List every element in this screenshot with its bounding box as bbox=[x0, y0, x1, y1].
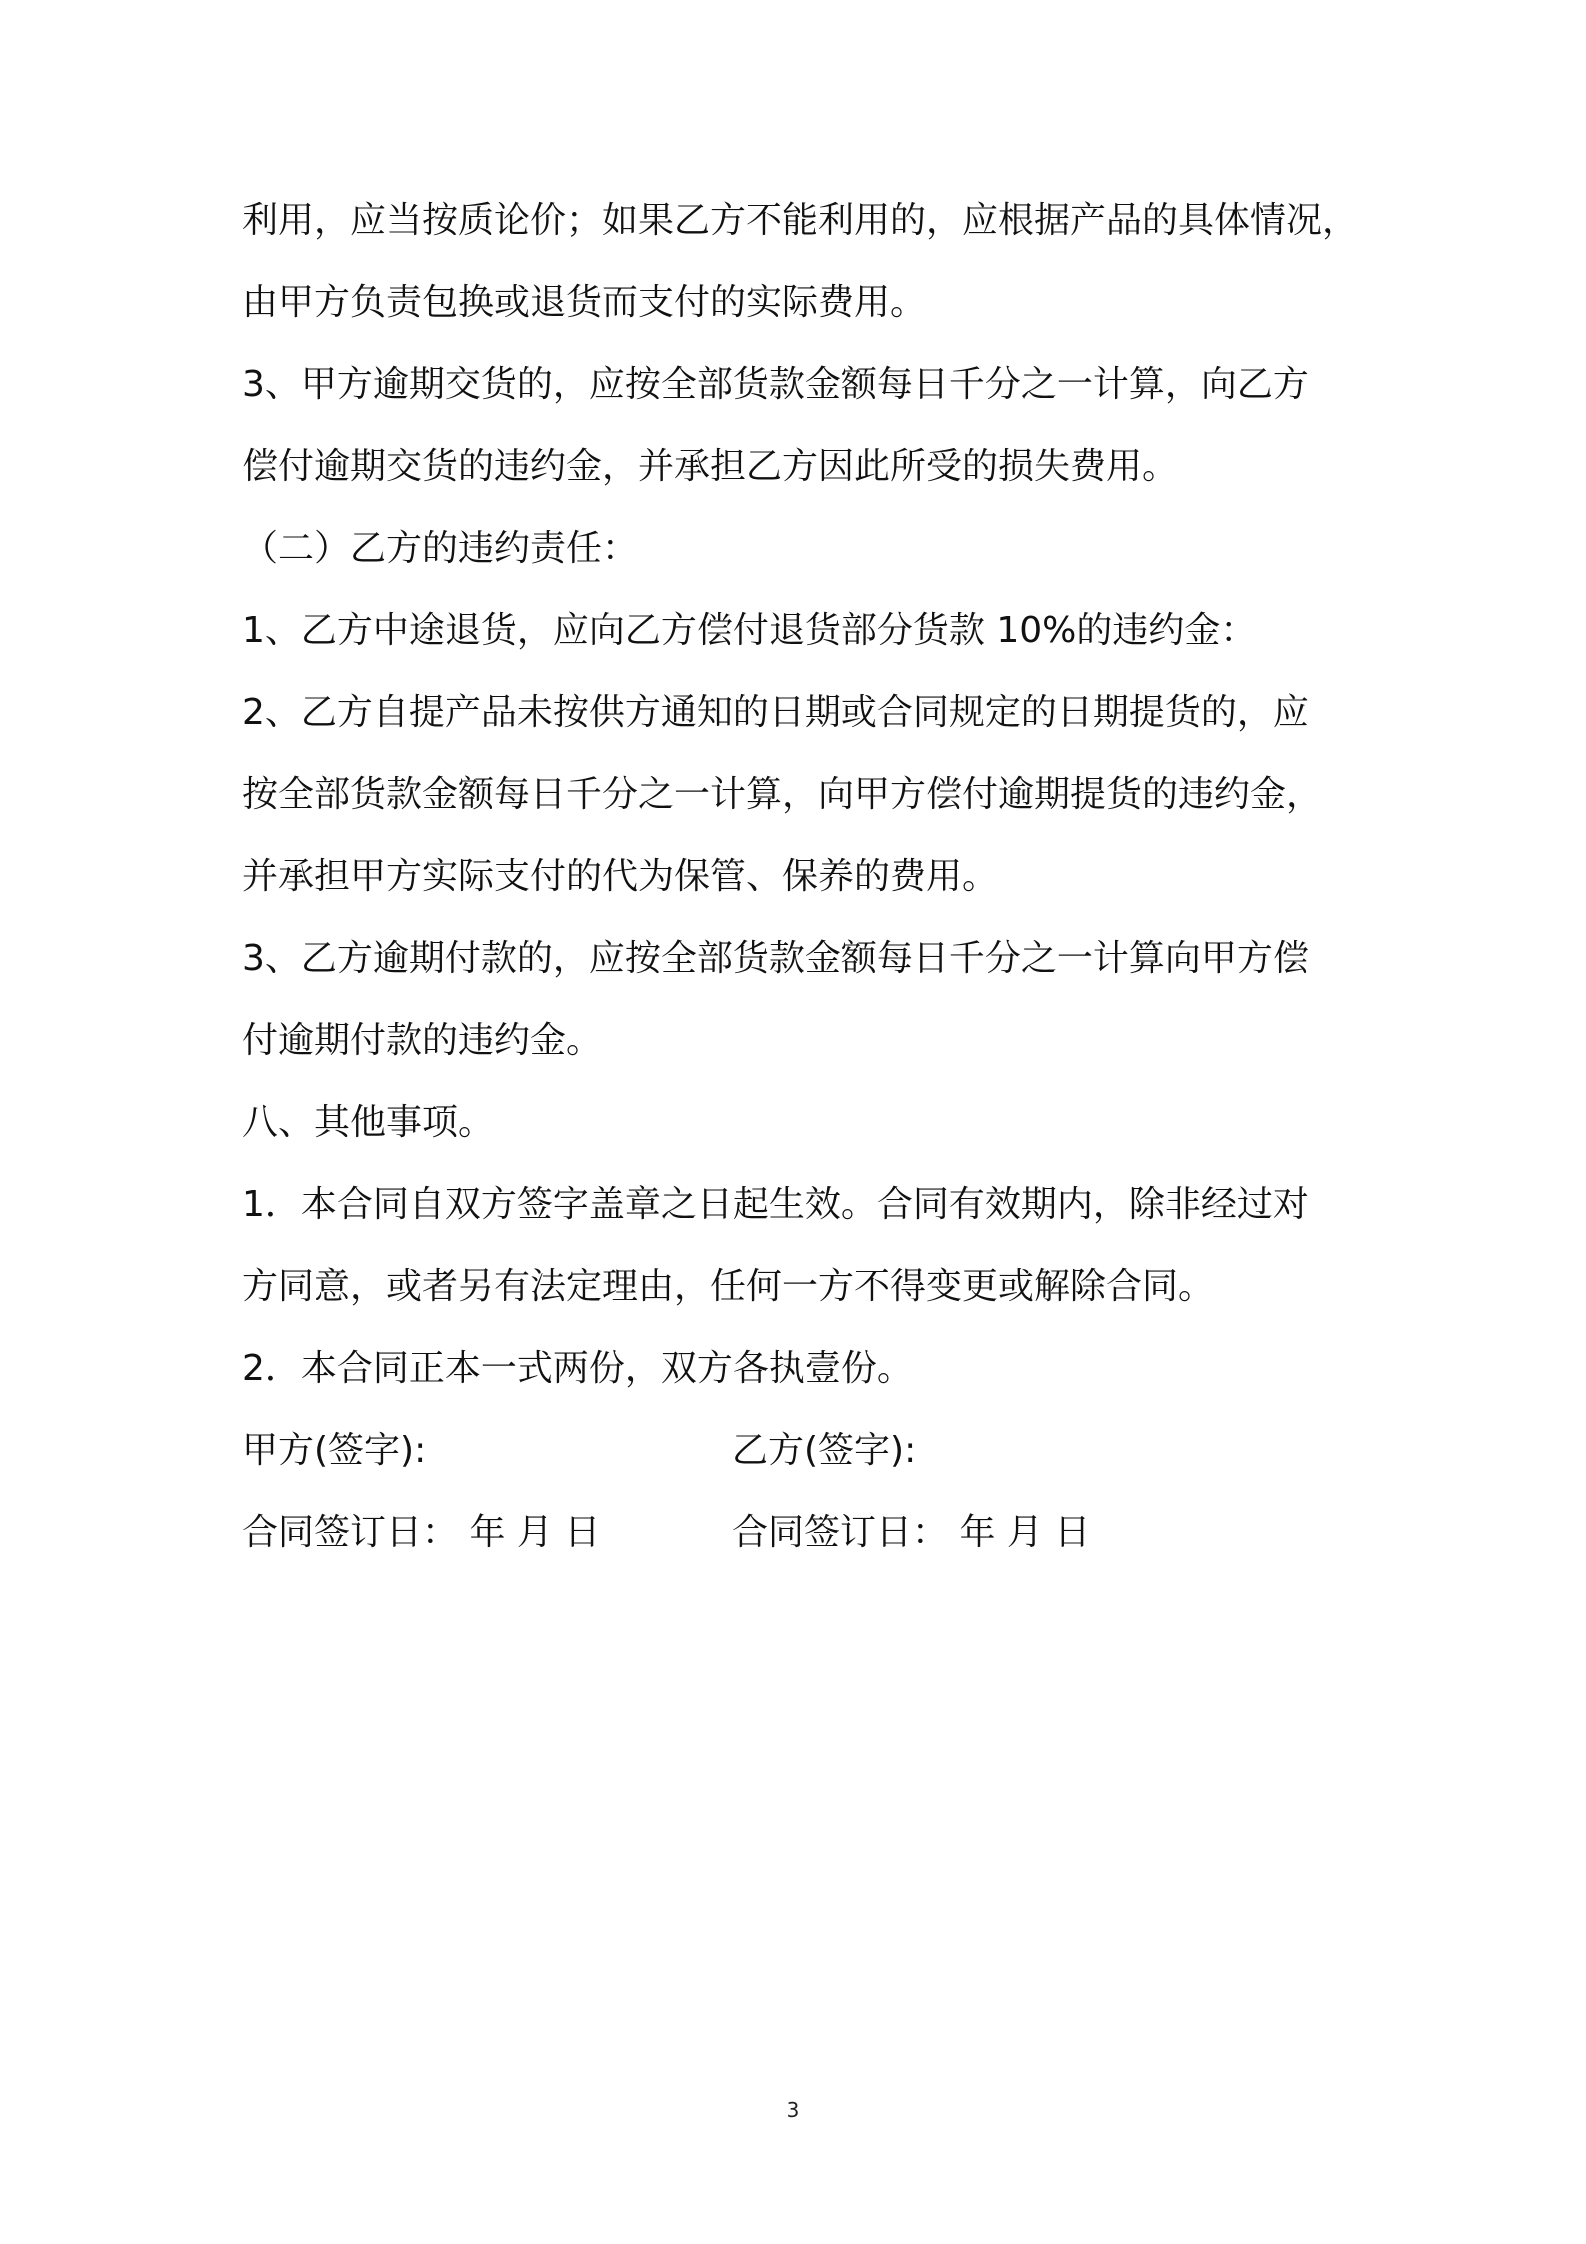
party-a-signature-label: 甲方(签字): bbox=[242, 1430, 427, 1471]
section-heading: 八、其他事项。 bbox=[242, 1102, 495, 1143]
body-line: 利用，应当按质论价；如果乙方不能利用的，应根据产品的具体情况， bbox=[242, 200, 1359, 241]
clause-line: 1．本合同自双方签字盖章之日起生效。合同有效期内，除非经过对 bbox=[242, 1184, 1309, 1225]
signing-date-row bbox=[242, 1492, 1362, 1574]
body-line: 并承担甲方实际支付的代为保管、保养的费用。 bbox=[242, 856, 999, 897]
clause-line: 3、乙方逾期付款的，应按全部货款金额每日千分之一计算向甲方偿 bbox=[242, 938, 1309, 979]
body-line: 由甲方负责包换或退货而支付的实际费用。 bbox=[242, 282, 927, 323]
document-page bbox=[242, 180, 1362, 1574]
party-b-signing-date: 合同签订日： 年 月 日 bbox=[732, 1512, 1091, 1553]
body-line: 方同意，或者另有法定理由，任何一方不得变更或解除合同。 bbox=[242, 1266, 1215, 1307]
party-a-signing-date: 合同签订日： 年 月 日 bbox=[242, 1512, 601, 1553]
clause-line: 2．本合同正本一式两份，双方各执壹份。 bbox=[242, 1348, 913, 1389]
signature-row bbox=[242, 1410, 1362, 1492]
section-heading: （二）乙方的违约责任： bbox=[242, 528, 639, 569]
clause-line: 3、甲方逾期交货的，应按全部货款金额每日千分之一计算，向乙方 bbox=[242, 364, 1309, 405]
body-line: 付逾期付款的违约金。 bbox=[242, 1020, 603, 1061]
party-b-signature-label: 乙方(签字): bbox=[732, 1430, 917, 1471]
body-line: 按全部货款金额每日千分之一计算，向甲方偿付逾期提货的违约金， bbox=[242, 774, 1323, 815]
clause-line: 1、乙方中途退货，应向乙方偿付退货部分货款 10%的违约金： bbox=[242, 610, 1257, 651]
body-line: 偿付逾期交货的违约金，并承担乙方因此所受的损失费用。 bbox=[242, 446, 1179, 487]
page-number: 3 bbox=[786, 2098, 800, 2122]
clause-line: 2、乙方自提产品未按供方通知的日期或合同规定的日期提货的，应 bbox=[242, 692, 1309, 733]
